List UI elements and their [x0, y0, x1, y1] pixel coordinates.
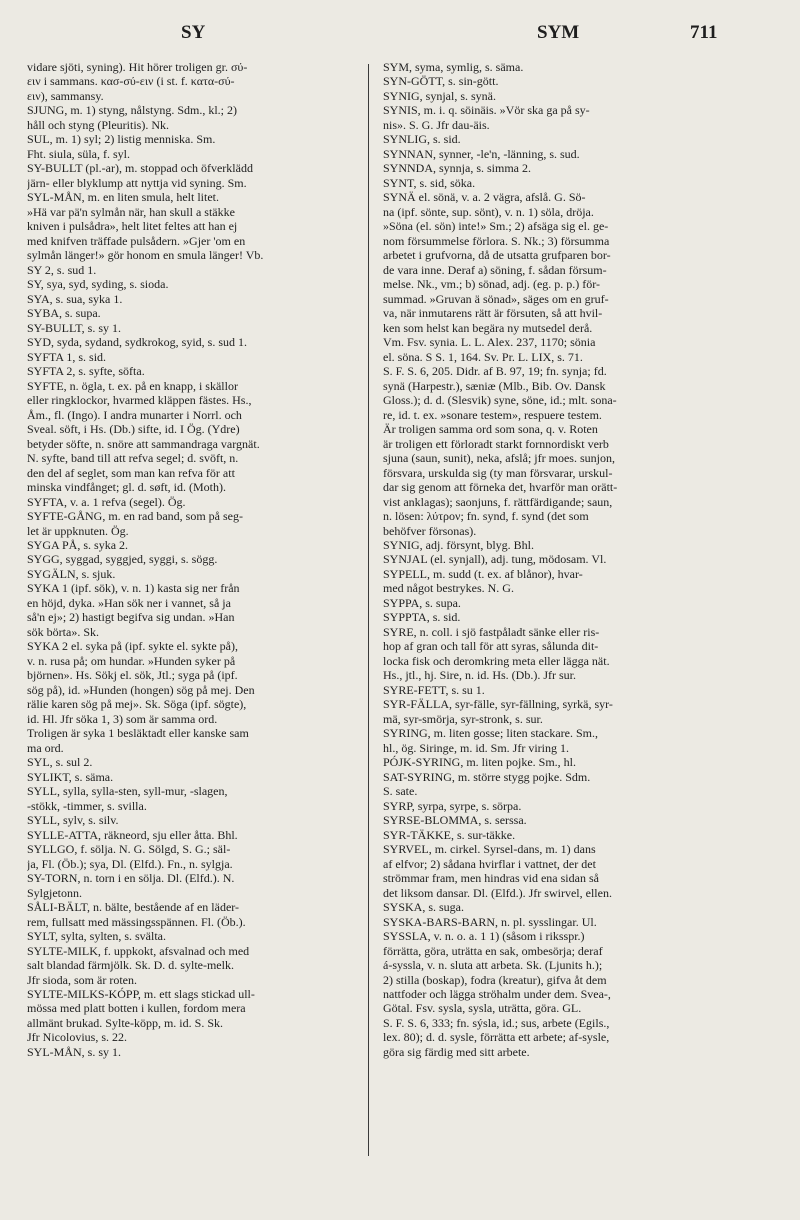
text-line: vidare sjöti, syning). Hit hörer troligen gr. σύ-	[27, 60, 248, 74]
text-line: SYM, syma, symlig, s. säma.	[383, 60, 524, 74]
text-line: så'n ej»; 2) hastigt begifva sig undan. »Han	[27, 610, 235, 625]
text-line: ειν i sammans. κασ-σύ-ειν (i st. f. κατα-σύ-	[27, 74, 235, 89]
text-line: SYNIG, adj. försynt, blyg. Bhl.	[383, 537, 534, 552]
text-line: PÓJK-SYRING, m. liten pojke. Sm., hl.	[383, 755, 577, 770]
text-line: SY-TORN, n. torn i en sölja. Dl. (Elfd.). N.	[27, 871, 235, 886]
text-line: hl., ög. Siringe, m. id. Sm. Jfr viring 1.	[383, 740, 569, 755]
text-line: SYNNDA, synnja, s. simma 2.	[383, 161, 532, 176]
text-line: Gloss.); d. d. (Slesvik) syne, söne, id.; mlt. sona-	[383, 393, 617, 408]
text-line: SYNJAL (el. synjall), adj. tung, mödosam. Vl.	[383, 552, 607, 567]
text-line: SYRING, m. liten gosse; liten stackare. Sm.,	[383, 726, 598, 741]
text-line: SYRE, n. coll. i sjö fastpåladt sänke eller ris-	[383, 624, 600, 639]
text-line: SYR-FÄLLA, syr-fälle, syr-fällning, syrkä, syr-	[383, 697, 613, 712]
text-line: SY, sya, syd, syding, s. sioda.	[27, 277, 169, 292]
text-line: ken som helst kan begära ny mutsedel derå.	[383, 320, 593, 335]
text-line: na (ipf. sönte, sup. sönt), v. n. 1) söla, dröja.	[383, 204, 594, 219]
text-line: SYPPA, s. supa.	[383, 595, 461, 610]
text-line: SYLLE-ATTA, räkneord, sju eller åtta. Bhl.	[27, 827, 238, 842]
text-line: Sylgjetonn.	[27, 885, 83, 900]
text-line: SYNIS, m. i. q. söinäis. »Vör ska ga på sy-	[383, 103, 590, 118]
text-line: SYGÄLN, s. sjuk.	[27, 566, 116, 581]
text-line: let är uppknuten. Ög.	[27, 523, 129, 538]
text-line: sök börta». Sk.	[27, 624, 99, 639]
text-line: summad. »Gruvan ä sönad», säges om en gruf-	[383, 291, 609, 306]
text-line: SYFTA, v. a. 1 refva (segel). Ög.	[27, 494, 186, 509]
text-line: SYD, syda, sydand, sydkrokog, syid, s. sud 1.	[27, 335, 248, 350]
text-line: SUL, m. 1) syl; 2) listig menniska. Sm.	[27, 132, 216, 147]
text-line: salt blandad färmjölk. Sk. D. d. sylte-melk.	[27, 958, 234, 973]
text-line: ma ord.	[27, 740, 64, 755]
text-line: SYNIG, synjal, s. synä.	[383, 88, 496, 103]
text-line: Troligen är syka 1 besläktadt eller kanske sam	[27, 726, 249, 741]
text-line: SYSKA, s. suga.	[383, 900, 465, 915]
text-line: minska vindfånget; gl. d. søft, id. (Moth).	[27, 480, 226, 495]
text-line: behöfver försonas).	[383, 523, 477, 538]
text-line: SYR-TÄKKE, s. sur-täkke.	[383, 827, 516, 842]
text-line: Hs., jtl., hj. Sire, n. id. Hs. (Db.). Jfr sur.	[383, 668, 576, 683]
text-line: allmänt brukad. Sylte-köpp, m. id. S. Sk.	[27, 1015, 223, 1030]
text-line: melse. Nk., vm.; b) sönad, adj. (eg. p. p.) för-	[383, 277, 601, 292]
text-line: SY-BULLT, s. sy 1.	[27, 320, 122, 335]
text-line: eller ringklockor, hvarmed kläppen fästes. Hs.,	[27, 393, 252, 408]
text-line: SYNT, s. sid, söka.	[383, 175, 476, 190]
text-line: S. sate.	[383, 784, 418, 799]
text-line: sjuna (saun, sunit), neka, afslå; jfr moes. sunjon,	[383, 451, 615, 466]
text-line: SYLL, sylla, sylla-sten, syll-mur, -slagen,	[27, 784, 228, 799]
text-line: med knifven träffade pulsådern. »Gjer 'om en	[27, 233, 246, 248]
text-line: SY 2, s. sud 1.	[27, 262, 97, 277]
page-number: 711	[690, 22, 718, 43]
text-line: det liksom dansar. Dl. (Elfd.). Jfr swirvel, ellen.	[383, 885, 612, 900]
right-column	[383, 60, 721, 1059]
text-line: nattfoder och lägga ströhalm under dem. Svea-,	[383, 987, 611, 1001]
text-line: kniven i pulsådra», helt litet feltes att han ej	[27, 219, 238, 234]
text-line: SYLTE-MILK, f. uppkokt, afsvalnad och med	[27, 943, 250, 958]
text-line: mössa med platt botten i kullen, fordom mera	[27, 1001, 246, 1016]
text-line: Götal. Fsv. sysla, sysla, uträtta, göra. GL.	[383, 1001, 582, 1016]
text-line: en höjd, dyka. »Han sök ner i vannet, så ja	[27, 595, 231, 610]
text-line: id. Hl. Jfr söka 1, 3) som är samma ord.	[27, 711, 218, 726]
text-line: af elfvor; 2) sådana hvirflar i vattnet, der det	[383, 856, 596, 871]
text-line: SJUNG, m. 1) styng, nålstyng. Sdm., kl.; 2)	[27, 103, 238, 118]
text-line: re, id. t. ex. »sonare testem», respuere testem.	[383, 407, 602, 422]
text-line: den del af seglet, som man kan refva för att	[27, 465, 235, 480]
text-line: SYLT, sylta, sylten, s. svälta.	[27, 929, 166, 944]
text-line: á-syssla, v. n. sluta att arbeta. Sk. (Ljunits h.);	[383, 958, 603, 973]
text-line: SYFTA 1, s. sid.	[27, 349, 107, 364]
text-line: rälie karen sög på mej». Sk. Söga (ipf. sögte),	[27, 697, 247, 712]
text-line: göra sig färdig med sitt arbete.	[383, 1044, 530, 1059]
text-line: ειν), sammansy.	[27, 88, 104, 103]
text-line: N. syfte, band till att refva segel; d. svöft, n.	[27, 451, 239, 466]
text-line: SÅLI-BÄLT, n. bälte, bestående af en läder-	[27, 900, 240, 915]
text-line: med något bestrykes. N. G.	[383, 581, 514, 596]
text-line: SY-BULLT (pl.-ar), m. stoppad och öfverklädd	[27, 161, 253, 176]
text-line: v. n. rusa på; om hundar. »Hunden syker på	[27, 653, 236, 668]
text-line: -stökk, -timmer, s. svilla.	[27, 798, 147, 813]
text-line: SYLIKT, s. säma.	[27, 769, 114, 784]
text-line: hop af gran och tall för att syras, sålunda dit-	[383, 639, 599, 654]
left-column	[27, 60, 358, 1059]
text-line: SYLLGO, f. sölja. N. G. Sölgd, S. G.; säl-	[27, 842, 231, 857]
text-line: sög på), id. »Hunden (hongen) sög på mej. Den	[27, 682, 255, 697]
header-center-word: SYM	[537, 22, 580, 43]
text-line: SYRVEL, m. cirkel. Syrsel-dans, m. 1) dans	[383, 842, 596, 857]
text-line: arbetet i grufvorna, då de utsatta grufparen bor-	[383, 248, 611, 263]
text-line: SYL-MÅN, m. en liten smula, helt litet.	[27, 190, 219, 205]
text-line: el. söna. S S. 1, 164. Sv. Pr. L. LIX, s. 71.	[383, 349, 583, 364]
text-line: dar sig genom att förneka det, hvarför man orätt-	[383, 480, 618, 495]
text-line: SYA, s. sua, syka 1.	[27, 291, 123, 306]
text-line: mä, syr-smörja, syr-stronk, s. sur.	[383, 711, 543, 726]
header-left-word: SY	[181, 22, 206, 43]
text-line: SYKA 1 (ipf. sök), v. n. 1) kasta sig ner från	[27, 581, 240, 596]
text-line: betyder söfte, n. snöre att sammandraga vargnät.	[27, 436, 260, 451]
text-line: SYGG, syggad, syggjed, syggi, s. sögg.	[27, 552, 218, 567]
text-line: Är troligen samma ord som sona, q. v. Roten	[383, 422, 598, 437]
text-line: Åm., fl. (Ingo). I andra munarter i Norrl. och	[27, 407, 242, 422]
text-line: nis». S. G. Jfr dau-äis.	[383, 117, 490, 132]
text-line: SYPPTA, s. sid.	[383, 610, 461, 625]
text-line: SYKA 2 el. syka på (ipf. sykte el. sykte på),	[27, 639, 238, 654]
text-line: håll och styng (Pleuritis). Nk.	[27, 117, 169, 132]
text-line: Jfr Nicolovius, s. 22.	[27, 1030, 127, 1045]
text-line: Jfr sioda, som är roten.	[27, 972, 137, 987]
text-line: rem, fullsatt med mässingsspännen. Fl. (Öb.).	[27, 914, 246, 929]
column-divider	[368, 64, 369, 1156]
text-line: n. lösen: λύτρον; fn. synd, f. synd (det som	[383, 509, 589, 524]
text-line: S. F. S. 6, 333; fn. sýsla, id.; sus, arbete (Egils.,	[383, 1015, 610, 1030]
text-line: SYRSE-BLOMMA, s. serssa.	[383, 813, 527, 828]
text-line: lex. 80); d. d. sysle, förrätta ett arbete; af-sysle,	[383, 1030, 610, 1045]
text-line: SYFTE-GÅNG, m. en rad band, som på seg-	[27, 509, 243, 524]
text-line: björnen». Hs. Sökj el. sök, Jtl.; syga på (ipf.	[27, 668, 238, 683]
text-line: SYNLIG, s. sid.	[383, 132, 461, 147]
text-line: vist anklagas); saonjuns, f. rättfärdigande; saun,	[383, 494, 613, 509]
text-line: de vara inne. Deraf a) söning, f. sådan försum-	[383, 262, 607, 277]
text-line: är troligen ett förloradt starkt fornnordiskt verb	[383, 436, 609, 451]
text-line: S. F. S. 6, 205. Didr. af B. 97, 19; fn. synja; fd.	[383, 364, 607, 379]
text-line: järn- eller blyklump att nyttja vid syning. Sm.	[27, 175, 247, 190]
text-line: SYPELL, m. sudd (t. ex. af blånor), hvar-	[383, 566, 583, 581]
text-line: »Hä var pä'n sylmån när, han skull a stäkke	[27, 204, 235, 219]
text-line: SYBA, s. supa.	[27, 306, 101, 321]
text-line: strömmar fram, men hindras vid ena sidan så	[383, 871, 599, 886]
text-line: Fht. siula, süla, f. syl.	[27, 146, 131, 161]
text-line: försvara, urskulda sig (ty man försvarar, urskul-	[383, 465, 613, 480]
text-line: va, när inmutarens rätt är försuten, så att hvil-	[383, 306, 603, 321]
text-line: SYN-GÖTT, s. sin-gött.	[383, 74, 499, 89]
text-line: SYSKA-BARS-BARN, n. pl. sysslingar. Ul.	[383, 914, 597, 929]
text-line: nom försummelse förlora. S. Nk.; 3) försumma	[383, 233, 610, 248]
text-line: SYRP, syrpa, syrpe, s. sörpa.	[383, 798, 522, 813]
text-line: locka fisk och deromkring meta eller lägga nät.	[383, 653, 610, 668]
text-line: Sveal. söft, i Hs. (Db.) sifte, id. I Ög. (Ydre)	[27, 422, 240, 437]
text-line: förrätta, göra, uträtta en sak, ombesörja; deraf	[383, 943, 603, 958]
text-line: synä (Harpestr.), sæniæ (Mlb., Bib. Ov. Dansk	[383, 378, 606, 393]
text-line: SYL, s. sul 2.	[27, 755, 93, 770]
text-line: SYRE-FETT, s. su 1.	[383, 682, 485, 697]
text-line: SYFTA 2, s. syfte, söfta.	[27, 364, 145, 379]
running-header	[0, 22, 800, 46]
text-line: SYNNAN, synner, -le'n, -länning, s. sud.	[383, 146, 580, 161]
text-line: 2) stilla (boskap), fodra (kreatur), gifva åt dem	[383, 972, 607, 987]
text-line: sylmån länger!» gör honom en smula länger! Vb.	[27, 248, 264, 263]
text-line: SAT-SYRING, m. större stygg pojke. Sdm.	[383, 769, 591, 784]
text-line: SYFTE, n. ögla, t. ex. på en knapp, i skällor	[27, 378, 238, 393]
text-line: SYNÄ el. sönä, v. a. 2 vägra, afslå. G. Sö-	[383, 190, 586, 205]
text-line: SYLL, sylv, s. silv.	[27, 813, 119, 828]
text-line: SYSSLA, v. n. o. a. 1 1) (såsom i riksspr.)	[383, 929, 585, 944]
text-line: »Söna (el. sön) inte!» Sm.; 2) afsäga sig el. ge-	[383, 219, 609, 234]
text-line: SYGA PÅ, s. syka 2.	[27, 537, 129, 552]
text-line: ja, Fl. (Öb.); sya, Dl. (Elfd.). Fn., n. sylgja.	[27, 856, 233, 871]
text-line: SYLTE-MILKS-KÓPP, m. ett slags stickad ull-	[27, 987, 255, 1001]
text-line: SYL-MÅN, s. sy 1.	[27, 1044, 122, 1059]
text-line: Vm. Fsv. synia. L. L. Alex. 237, 1170; sönia	[383, 335, 596, 350]
